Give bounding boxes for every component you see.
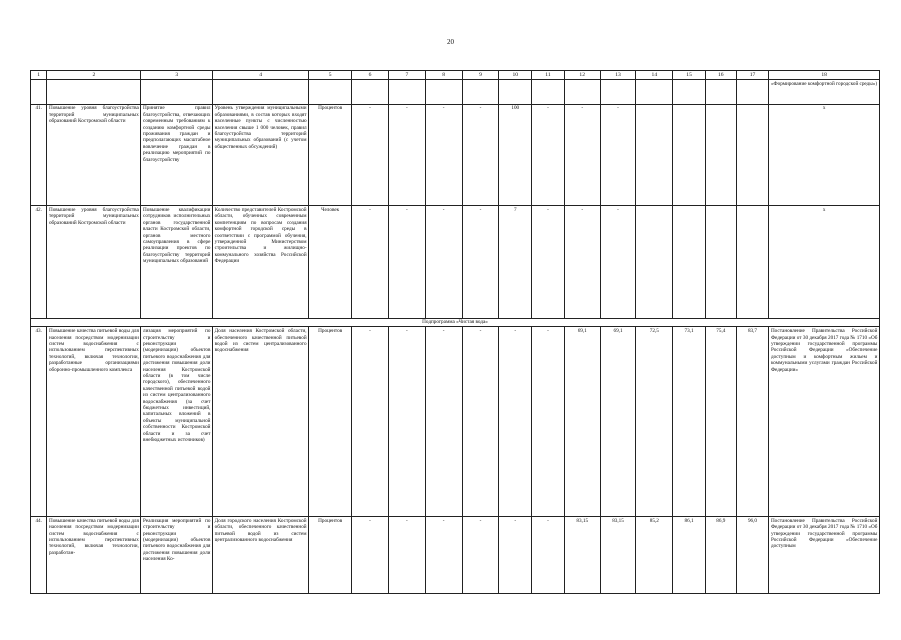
measure-cell: Принятие правил благоустройства, отвечающих современным требованиям к созданию комфортной среды проживания граждан и предполагающих масштабное вовлечение граждан в реализацию мероприятий по благоустройству — [141, 104, 213, 206]
header-cell: 17 — [736, 71, 769, 80]
value-cell: - — [462, 327, 499, 517]
value-cell: - — [352, 516, 389, 593]
indicator-cell: Количество представителей Костромской области, обученных современным компетенциям по вопросам создания комфортной городской среды в соответствии с программой обучения, утвержденной Министерством строительства и жилищно-коммунального хозяйства Российской Федерации — [213, 206, 309, 319]
value-cell: 73,1 — [673, 327, 706, 517]
value-cell — [636, 104, 673, 206]
measure-cell: Повышение квалификации сотрудников исполнительных органов государственной власти Костромской области, органов местного самоуправления в сфере реализации проектов по благоустройству территорий муниципальных образований — [141, 206, 213, 319]
header-cell: 4 — [213, 71, 309, 80]
header-cell: 8 — [425, 71, 462, 80]
header-cell: 3 — [141, 71, 213, 80]
header-row — [31, 71, 880, 80]
indicators-table — [30, 70, 880, 594]
value-cell: - — [532, 327, 565, 517]
value-cell — [636, 206, 673, 319]
value-cell: 86,9 — [705, 516, 736, 593]
value-cell: 69,1 — [600, 327, 636, 517]
value-cell: 100 — [499, 104, 532, 206]
value-cell: - — [425, 327, 462, 517]
table-row — [31, 206, 880, 319]
value-cell — [705, 206, 736, 319]
goal-cell: Повышение уровня благоустройства территорий муниципальных образований Костромской области — [47, 104, 141, 206]
value-cell: - — [600, 206, 636, 319]
goal-cell: Повышение уровня благоустройства территорий муниципальных образований Костромской области — [47, 206, 141, 319]
value-cell: - — [425, 516, 462, 593]
value-cell: - — [388, 206, 425, 319]
column-18-continuation: «Формирование комфортной городской среды») — [769, 80, 880, 105]
table-row — [31, 516, 880, 593]
value-cell: - — [564, 104, 600, 206]
value-cell: - — [532, 206, 565, 319]
page-number: 20 — [447, 38, 454, 46]
value-cell: - — [462, 104, 499, 206]
value-cell: - — [425, 104, 462, 206]
header-cell: 5 — [309, 71, 352, 80]
indicator-cell: Доля населения Костромской области, обеспеченного качественной питьевой водой из систем централизованного водоснабжения — [213, 327, 309, 517]
header-cell: 18 — [769, 71, 880, 80]
unit-cell: Процентов — [309, 516, 352, 593]
indicator-cell: Доля городского населения Костромской области, обеспеченного качественной питьевой водой из систем централизованного водоснабжения — [213, 516, 309, 593]
row-number: 43. — [31, 327, 47, 517]
row-number: 41. — [31, 104, 47, 206]
header-cell: 11 — [532, 71, 565, 80]
value-cell: - — [462, 206, 499, 319]
value-cell: 83,15 — [564, 516, 600, 593]
value-cell: - — [564, 206, 600, 319]
subprogram-title: Подпрограмма «Чистая вода» — [31, 318, 880, 327]
header-cell: 1 — [31, 71, 47, 80]
header-cell: 13 — [600, 71, 636, 80]
unit-cell: Процентов — [309, 104, 352, 206]
value-cell: 86,1 — [673, 516, 706, 593]
value-cell: - — [388, 104, 425, 206]
value-cell — [736, 104, 769, 206]
value-cell: 75,4 — [705, 327, 736, 517]
measure-cell: Реализация мероприятий по строительству и реконструкции (модернизации) объектов питьевого водоснабжения для достижения повышения доли населения Ко- — [141, 516, 213, 593]
note-cell: Постановление Правительства Российской Федерации от 30 декабря 2017 года № 1710 «Об утверждении государственной программы Российской Федерации «Обеспечение доступным и комфортным жильем и коммунальными услугами граждан Российской Федерации» — [769, 327, 880, 517]
value-cell: - — [499, 327, 532, 517]
header-cell: 14 — [636, 71, 673, 80]
table-row — [31, 327, 880, 517]
value-cell — [736, 206, 769, 319]
value-cell: - — [499, 516, 532, 593]
value-cell: 7 — [499, 206, 532, 319]
header-cell: 2 — [47, 71, 141, 80]
unit-cell: Человек — [309, 206, 352, 319]
header-cell: 10 — [499, 71, 532, 80]
value-cell — [705, 104, 736, 206]
note-cell: Постановление Правительства Российской Федерации от 30 декабря 2017 года № 1710 «Об утверждении государственной программы Российской Федерации «Обеспечение доступным — [769, 516, 880, 593]
value-cell: 85,2 — [636, 516, 673, 593]
note-cell: х — [769, 206, 880, 319]
header-cell: 7 — [388, 71, 425, 80]
continuation-row — [31, 80, 880, 105]
value-cell — [673, 104, 706, 206]
subprogram-row — [31, 318, 880, 327]
value-cell: - — [600, 104, 636, 206]
value-cell: - — [532, 516, 565, 593]
table-row — [31, 104, 880, 206]
value-cell: - — [532, 104, 565, 206]
value-cell: 72,5 — [636, 327, 673, 517]
value-cell: - — [352, 327, 389, 517]
value-cell: - — [388, 327, 425, 517]
value-cell: 83,15 — [600, 516, 636, 593]
goal-cell: Повышение качества питьевой воды для населения посредством модернизации систем водоснабжения с использованием перспективных технологий, включая технологии, разработанные организациями оборонно-промышленного комплекса — [47, 327, 141, 517]
goal-cell: Повышение качества питьевой воды для населения посредством модернизации систем водоснабжения с использованием перспективных технологий, включая технологии, разработан- — [47, 516, 141, 593]
value-cell: 83,7 — [736, 327, 769, 517]
row-number: 44. — [31, 516, 47, 593]
value-cell: - — [425, 206, 462, 319]
value-cell: - — [462, 516, 499, 593]
value-cell: - — [352, 206, 389, 319]
indicator-cell: Уровень утверждения муниципальными образованиями, в состав которых входят населенные пункты с численностью населения свыше 1 000 человек, правил благоустройства территорий муниципальных образований (с учетом общественных обсуждений) — [213, 104, 309, 206]
header-cell: 6 — [352, 71, 389, 80]
value-cell: 69,1 — [564, 327, 600, 517]
value-cell: - — [388, 516, 425, 593]
header-cell: 16 — [705, 71, 736, 80]
header-cell: 15 — [673, 71, 706, 80]
header-cell: 12 — [564, 71, 600, 80]
value-cell: - — [352, 104, 389, 206]
value-cell: 96,0 — [736, 516, 769, 593]
unit-cell: Процентов — [309, 327, 352, 517]
measure-cell: лизация мероприятий по строительству и реконструкции (модернизации) объектов питьевого водоснабжения для достижения повышения доли населения Костромской области (в том числе городского), обеспеченного качественной питьевой водой из систем централизованного водоснабжения (за счет бюджетных инвестиций, капитальных вложений в объекты муниципальной собственности Костромской области и за счет внебюджетных источников) — [141, 327, 213, 517]
row-number: 42. — [31, 206, 47, 319]
header-cell: 9 — [462, 71, 499, 80]
note-cell: х — [769, 104, 880, 206]
value-cell — [673, 206, 706, 319]
